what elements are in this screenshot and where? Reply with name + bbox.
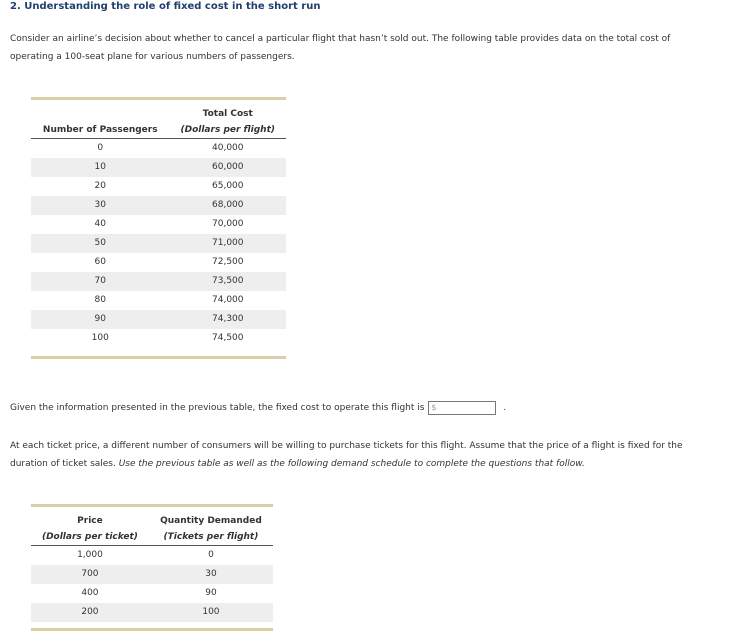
quantity-subheader: (Tickets per flight)	[149, 529, 273, 546]
demand-table-body	[31, 546, 273, 623]
table-row	[31, 272, 286, 291]
cost-table-body	[31, 139, 286, 349]
demand-intro-plain: duration of ticket sales.	[10, 459, 119, 469]
price-cell: 200	[31, 603, 149, 622]
price-cell: 1,000	[77, 550, 103, 560]
price-cell: 400	[81, 588, 99, 598]
total-cost-cell: 74,500	[212, 333, 244, 343]
total-cost-cell: 72,500	[212, 257, 244, 267]
passengers-cell: 30	[31, 196, 170, 215]
fixed-cost-question	[10, 399, 735, 417]
passengers-cell: 90	[31, 310, 170, 329]
passengers-cell: 40	[94, 219, 106, 229]
passengers-cell: 10	[31, 158, 170, 177]
quantity-cell: 0	[208, 550, 214, 560]
quantity-cell: 30	[149, 565, 273, 584]
quantity-cell: 100	[149, 603, 273, 622]
demand-intro-paragraph	[10, 437, 735, 473]
table-row	[31, 546, 273, 566]
total-cost-cell: 70,000	[212, 219, 244, 229]
quantity-cell: 90	[205, 588, 217, 598]
total-cost-cell: 73,500	[170, 272, 286, 291]
table-row	[31, 584, 273, 603]
table-row	[31, 177, 286, 196]
table-row	[31, 253, 286, 272]
table-row	[31, 158, 286, 177]
table-row	[31, 291, 286, 310]
table-row	[31, 196, 286, 215]
total-cost-cell: 74,300	[170, 310, 286, 329]
demand-intro-line-2	[10, 455, 735, 473]
price-cell: 700	[31, 565, 149, 584]
total-cost-cell: 65,000	[212, 181, 244, 191]
total-cost-header: Total Cost	[202, 109, 253, 119]
fixed-cost-question-text: Given the information presented in the previous table, the fixed cost to operate this flight is	[10, 403, 425, 413]
question-title: 2. Understanding the role of fixed cost in the short run	[10, 1, 321, 12]
passengers-cell: 80	[94, 295, 106, 305]
total-cost-table	[31, 97, 286, 359]
total-cost-cell: 74,000	[212, 295, 244, 305]
total-cost-subheader: (Dollars per flight)	[170, 122, 286, 139]
total-cost-cell: 60,000	[170, 158, 286, 177]
fixed-cost-suffix: .	[503, 403, 507, 413]
demand-intro-line-1: At each ticket price, a different number of consumers will be willing to purchase tickets for this flight. Assume that the price of a flight is fixed for the	[10, 441, 683, 451]
dollar-prefix: $	[431, 402, 437, 412]
table-row	[31, 215, 286, 234]
passengers-cell: 0	[97, 143, 104, 153]
passengers-cell: 50	[31, 234, 170, 253]
intro-line-2: operating a 100-seat plane for various numbers of passengers.	[10, 52, 295, 62]
table-row	[31, 603, 273, 622]
price-subheader: (Dollars per ticket)	[31, 529, 149, 546]
demand-schedule-table	[31, 504, 273, 631]
intro-paragraph	[10, 30, 735, 66]
table-row	[31, 565, 273, 584]
fixed-cost-input[interactable]	[428, 401, 496, 415]
intro-line-1: Consider an airline’s decision about whether to cancel a particular flight that hasn’t sold out. The following table provides data on the total cost of	[10, 34, 671, 44]
passengers-header: Number of Passengers	[31, 122, 170, 139]
passengers-cell: 70	[31, 272, 170, 291]
passengers-cell: 100	[91, 333, 109, 343]
quantity-header: Quantity Demanded	[160, 516, 262, 526]
table-row	[31, 329, 286, 348]
total-cost-cell: 71,000	[170, 234, 286, 253]
total-cost-cell: 68,000	[170, 196, 286, 215]
table-row	[31, 234, 286, 253]
table-row	[31, 139, 286, 159]
demand-intro-italic: Use the previous table as well as the following demand schedule to complete the questions that follow.	[118, 459, 585, 469]
total-cost-cell: 40,000	[212, 143, 244, 153]
passengers-cell: 20	[94, 181, 106, 191]
price-header: Price	[77, 516, 103, 526]
passengers-cell: 60	[94, 257, 106, 267]
table-row	[31, 310, 286, 329]
